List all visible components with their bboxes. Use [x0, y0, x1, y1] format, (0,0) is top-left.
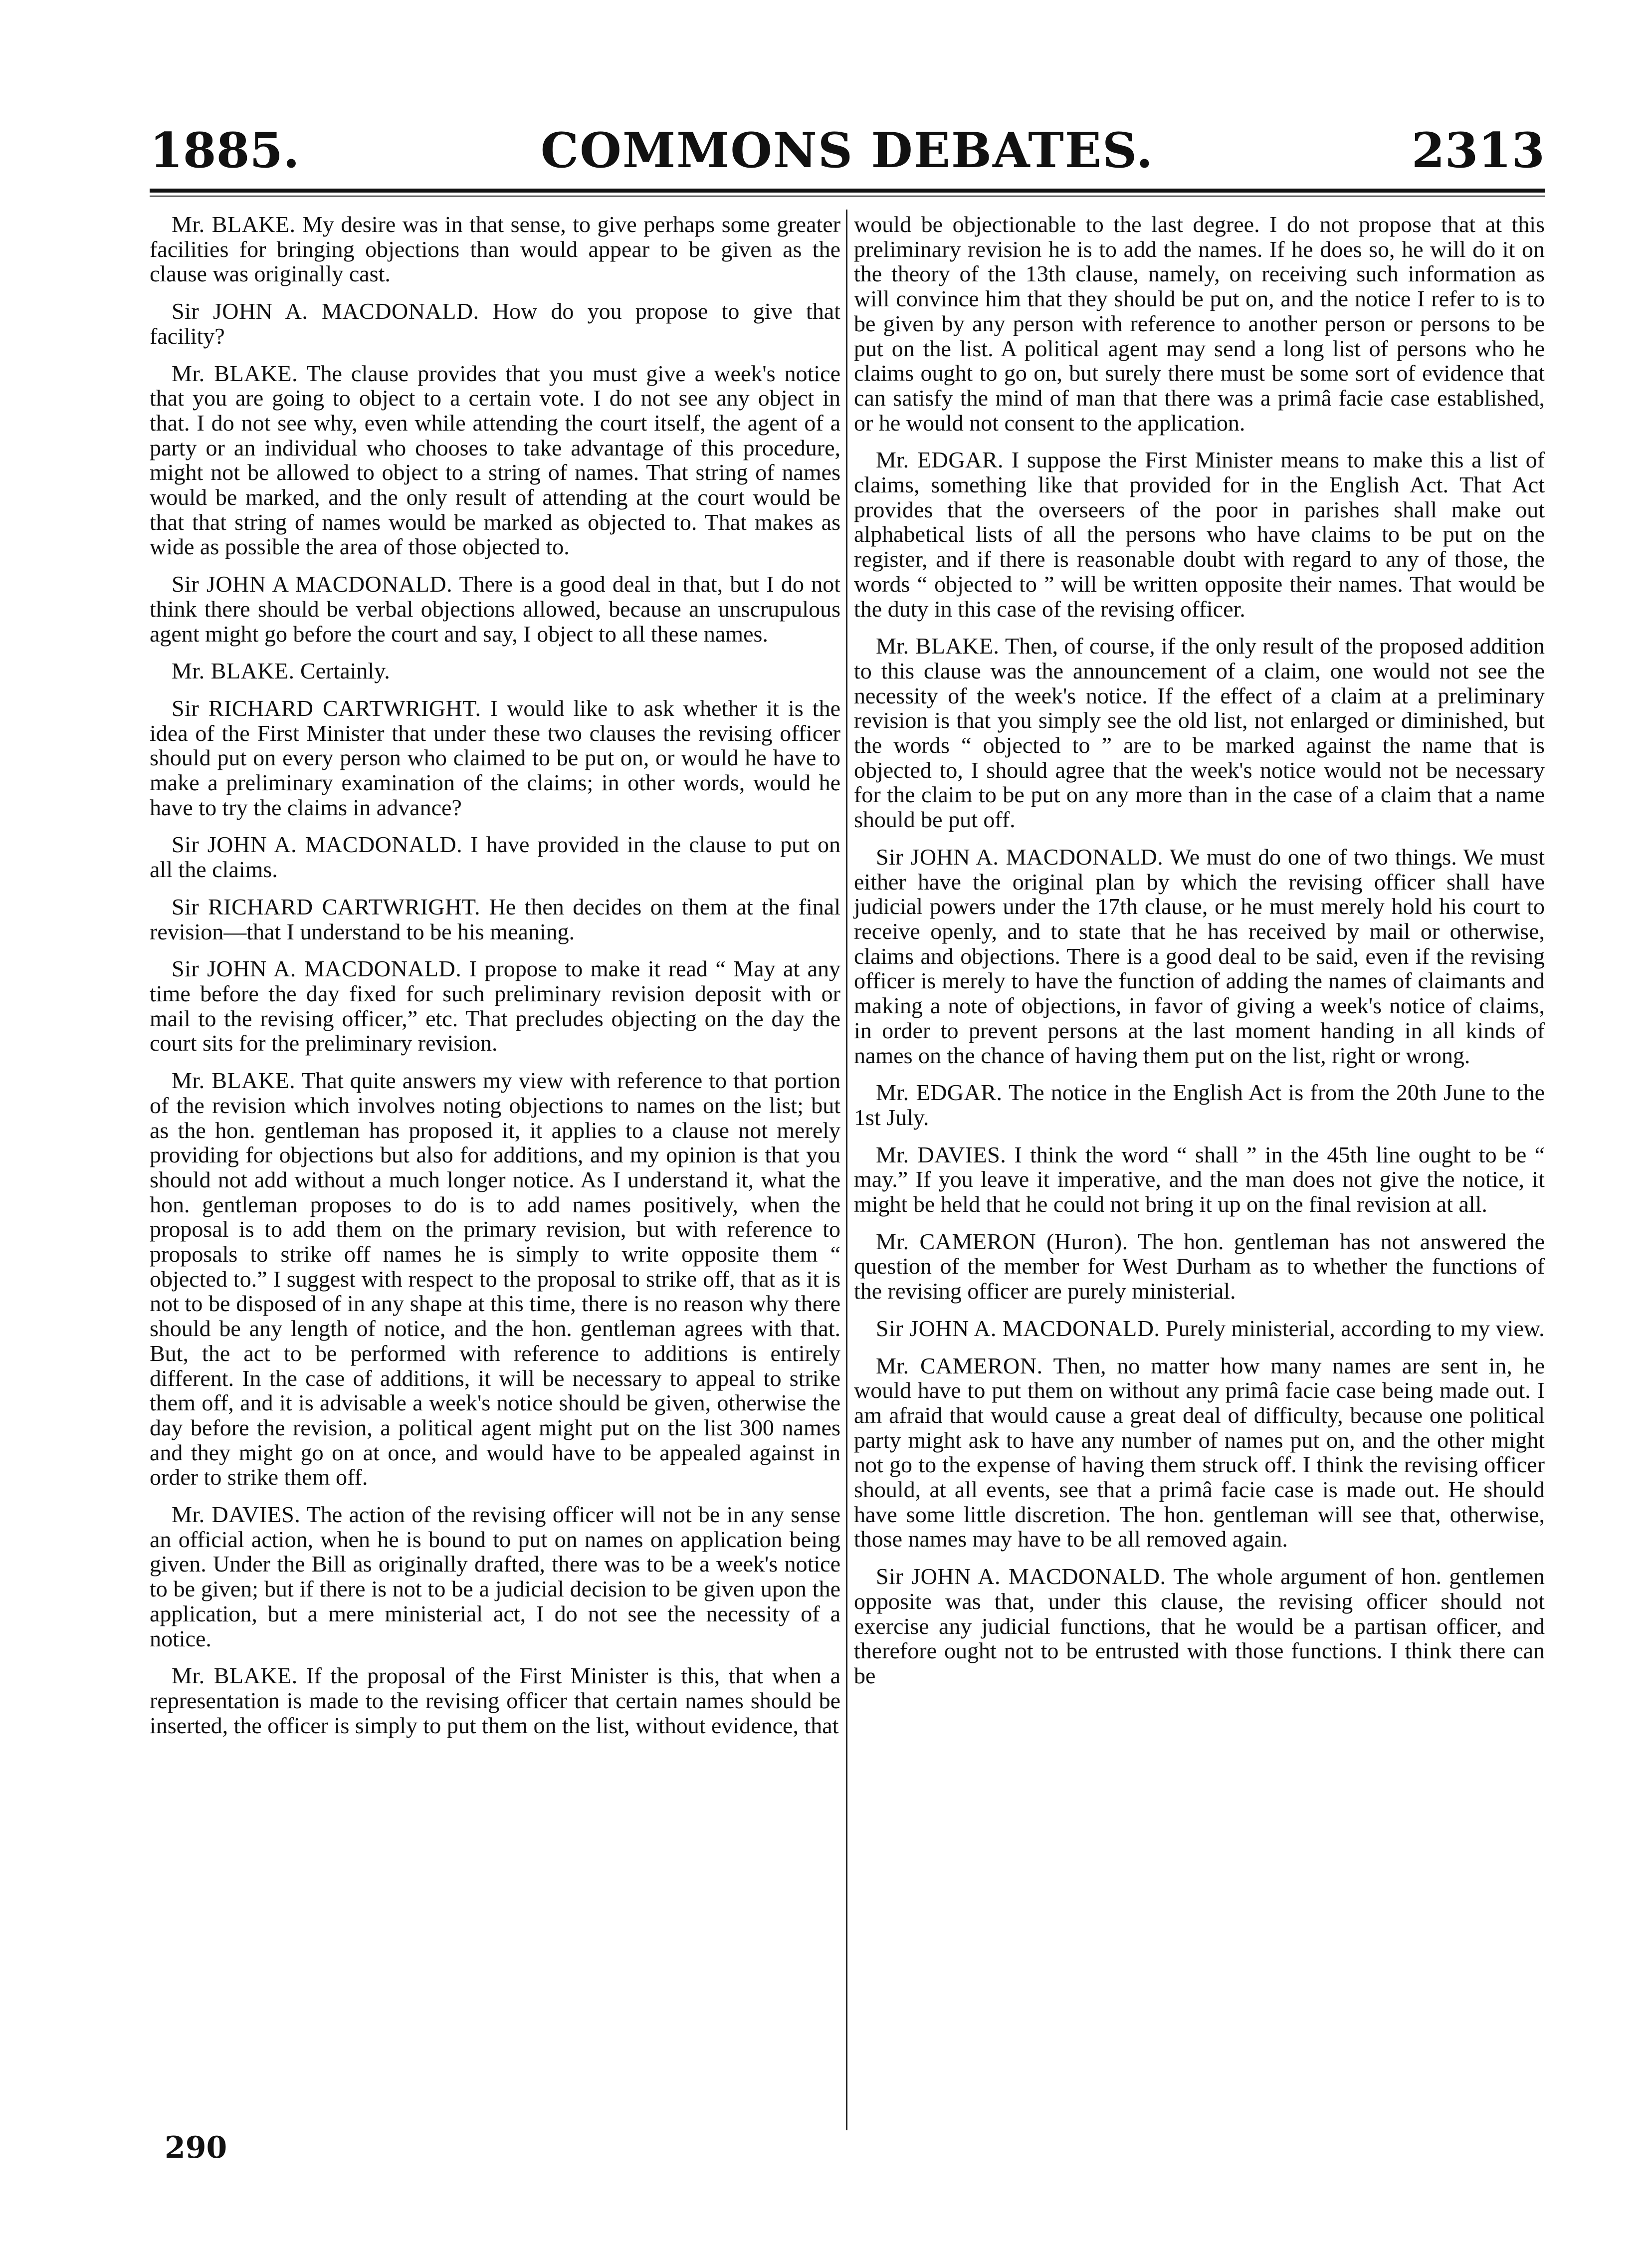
- speaker-name: Sir RICHARD CARTWRIGHT.: [172, 695, 481, 721]
- speech-paragraph: [150, 696, 840, 820]
- speech-text: My desire was in that sense, to give perhaps some greater facilities for bringing objections than would appear to be given as the clause was originally cast.: [150, 212, 841, 287]
- speaker-name: Sir JOHN A. MACDONALD.: [876, 844, 1164, 870]
- header-page-number: 2313: [1411, 122, 1545, 179]
- speech-paragraph: [150, 1663, 840, 1738]
- speech-text: There is a good deal in that, but I do not think there should be verbal objections allowed, because an unscrupulous agent might go before the court and say, I object to all these names.: [150, 571, 841, 647]
- header-title: COMMONS DEBATES.: [540, 122, 1154, 179]
- speech-paragraph: [150, 895, 840, 944]
- speech-text: Then, no matter how many names are sent in, he would have to put them on without any primâ facie case being made out. I am afraid that would cause a great deal of difficulty, because one political party might ask to have any number of names put on, and the other might not go to the expense of having them struck off. I think the revising officer should, at all events, see that a primâ facie case is made out. He should have some little discretion. The hon. gentleman will see that, otherwise, those names may have to be all removed again.: [854, 1353, 1545, 1552]
- speaker-name: Sir RICHARD CARTWRIGHT.: [172, 894, 481, 919]
- speaker-name: Sir JOHN A. MACDONALD.: [172, 956, 462, 982]
- speaker-name: Mr. BLAKE.: [172, 658, 295, 684]
- speech-text: I suppose the First Minister means to make this a list of claims, something like that provided for in the English Act. That Act provides that the overseers of the poor in parishes shall make out alphabetical lists of all the persons who have claims to be put on the register, and if there is reasonable doubt with regard to any of those, the words “ objected to ” will be written opposite their names. That would be the duty in this case of the revising officer.: [854, 447, 1545, 622]
- speech-text: Purely ministerial, according to my view.: [1165, 1315, 1545, 1341]
- speaker-name: Sir JOHN A. MACDONALD.: [876, 1315, 1160, 1341]
- speech-text: I propose to make it read “ May at any time before the day fixed for such preliminary revision deposit with or mail to the revising officer,” etc. That precludes objecting on the day the court sits for the preliminary revision.: [150, 956, 840, 1056]
- page-header: [150, 122, 1545, 187]
- speech-paragraph: [854, 448, 1545, 621]
- speech-text: Certainly.: [300, 658, 390, 684]
- speech-text: He then decides on them at the final revision—that I understand to be his meaning.: [150, 894, 841, 944]
- speech-paragraph: [150, 572, 840, 646]
- speech-paragraph: [150, 956, 840, 1056]
- speech-paragraph: [854, 1354, 1545, 1552]
- speech-text: The action of the revising officer will not be in any sense an official action, when he is bound to put on names on application being given. Under the Bill as originally drafted, there was to be a week's notice to be given; but if there is not to be a judicial decision to be given upon the application, but a mere ministerial act, I do not see the necessity of a notice.: [150, 1502, 841, 1651]
- speech-paragraph: [150, 832, 840, 882]
- speech-paragraph: [150, 659, 840, 683]
- speech-text: Then, of course, if the only result of the proposed addition to this clause was the announcement of a claim, one would not see the necessity of the week's notice. If the effect of a claim at a preliminary revision is that you simply see the old list, not enlarged or diminished, but the words “ objected to ” are to be marked against the name that is objected to, I should agree that the week's notice would not be necessary for the claim to be put on any more than in the case of a claim that a name should be put off.: [854, 633, 1545, 833]
- speech-text: The hon. gentleman has not answered the question of the member for West Durham as to whether the functions of the revising officer are purely ministerial.: [854, 1228, 1545, 1304]
- speech-text: That quite answers my view with reference to that portion of the revision which involves noting objections to names on the list; but as the hon. gentleman has proposed it, it applies to a clause not merely providing for objections but also for additions, and my opinion is that you should not add without a much longer notice. As I understand it, what the hon. gentleman proposes to do is to add names positively, when the proposal is to add them on the primary revision, but with reference to proposals to strike off names he is simply to write opposite them “ objected to.” I suggest with respect to the proposal to strike off, that as it is not to be disposed of in any shape at this time, there is no reason why there should be any length of notice, and the hon. gentleman agrees with that. But, the act to be performed with reference to additions is entirely different. In the case of additions, it will be necessary to appeal to strike them off, and it is advisable a week's notice should be given, otherwise the day before the revision, a political agent might put on the list 300 names and they might go on at once, and would have to be appealed against in order to strike them off.: [150, 1068, 841, 1490]
- speaker-name: Mr. CAMERON.: [876, 1353, 1043, 1378]
- speech-text: The clause provides that you must give a week's notice that you are going to object to a certain vote. I do not see any object in that. I do not see why, even while attending the court itself, the agent of a party or an individual who chooses to take advantage of this procedure, might not be allowed to object to a string of names. That string of names would be marked, and the only result of attending at the court would be that that string of names would be marked as objected to. That makes as wide as possible the area of those objected to.: [150, 360, 841, 560]
- speech-paragraph: [854, 212, 1545, 435]
- speech-paragraph: [854, 845, 1545, 1068]
- speech-text: The notice in the English Act is from the 20th June to the 1st July.: [854, 1080, 1545, 1130]
- speech-paragraph: [854, 1142, 1545, 1217]
- speech-paragraph: [150, 1502, 840, 1651]
- speech-text: If the proposal of the First Minister is this, that when a representation is made to the revising officer that certain names should be inserted, the officer is simply to put them on the list, without evidence, that: [150, 1663, 840, 1738]
- speech-text: The whole argument of hon. gentlemen opposite was that, under this clause, the revising officer should not exercise any judicial functions, that he would be a partisan officer, and therefore ought not to be entrusted with those functions. I think there can be: [854, 1564, 1545, 1688]
- speech-paragraph: [854, 1316, 1545, 1341]
- speaker-name: Mr. BLAKE.: [172, 360, 298, 386]
- speaker-name: Mr. DAVIES.: [876, 1141, 1007, 1167]
- speech-paragraph: [150, 299, 840, 348]
- speech-paragraph: [150, 212, 840, 286]
- speaker-name: Mr. EDGAR.: [876, 447, 1004, 473]
- speaker-name: Sir JOHN A. MACDONALD.: [172, 298, 479, 324]
- speech-text: would be objectionable to the last degree. I do not propose that at this preliminary revision he is to add the names. If he does so, he will do it on the theory of the 13th clause, namely, on receiving such information as will convince him that they should be put on, and the notice I refer to is to be given by any person with reference to another person or persons to be put on the list. A political agent may send a long list of persons who he claims ought to go on, but surely there must be some sort of evidence that can satisfy the mind of man that there was a primâ facie case established, or he would not consent to the application.: [854, 212, 1545, 436]
- speaker-name: Sir JOHN A MACDONALD.: [172, 571, 453, 597]
- speaker-name: Sir JOHN A. MACDONALD.: [876, 1564, 1166, 1589]
- header-rule-thin: [150, 196, 1545, 197]
- speech-paragraph: [854, 1229, 1545, 1304]
- speaker-name: Mr. BLAKE.: [876, 633, 1000, 659]
- speech-paragraph: [854, 634, 1545, 832]
- speech-text: How do you propose to give that facility?: [150, 298, 840, 349]
- speech-paragraph: [854, 1080, 1545, 1130]
- left-column: [150, 212, 840, 1750]
- speaker-name: Mr. EDGAR.: [876, 1080, 1003, 1106]
- column-divider: [846, 210, 847, 2130]
- speech-text: We must do one of two things. We must either have the original plan by which the revising officer shall have judicial powers under the 17th clause, or he must merely hold his court to receive openly, and to state that he has received by mail or otherwise, claims and objections. There is a good deal to be said, even if the revising officer is merely to have the function of adding the names of claimants and making a note of objections, in favor of giving a week's notice of claims, in order to prevent persons at the last moment handing in all kinds of names on the chance of having them put on the list, right or wrong.: [854, 844, 1545, 1068]
- speech-text: I have provided in the clause to put on all the claims.: [150, 832, 840, 883]
- speech-text: I would like to ask whether it is the idea of the First Minister that under these two clauses the revising officer should put on every person who claimed to be put on, or would he have to make a preliminary examination of the claims; in other words, would he have to try the claims in advance?: [150, 695, 840, 820]
- speaker-name: Mr. DAVIES.: [172, 1502, 301, 1528]
- speech-paragraph: [150, 361, 840, 560]
- speaker-name: Mr. BLAKE.: [172, 1068, 296, 1094]
- folio-number: 290: [165, 2130, 227, 2165]
- speaker-name: Mr. BLAKE.: [172, 1663, 298, 1689]
- speech-paragraph: [854, 1564, 1545, 1688]
- header-rule-thick: [150, 189, 1545, 193]
- speaker-name: Sir JOHN A. MACDONALD.: [172, 832, 463, 858]
- speaker-name: Mr. BLAKE.: [172, 212, 296, 237]
- speaker-name: Mr. CAMERON (Huron).: [876, 1228, 1128, 1254]
- speech-text: I think the word “ shall ” in the 45th line ought to be “ may.” If you leave it imperative, and the man does not give the notice, it might be held that he could not bring it up on the final revision at all.: [854, 1141, 1545, 1217]
- speech-paragraph: [150, 1068, 840, 1490]
- right-column: [854, 212, 1545, 1701]
- header-year: 1885.: [150, 122, 300, 179]
